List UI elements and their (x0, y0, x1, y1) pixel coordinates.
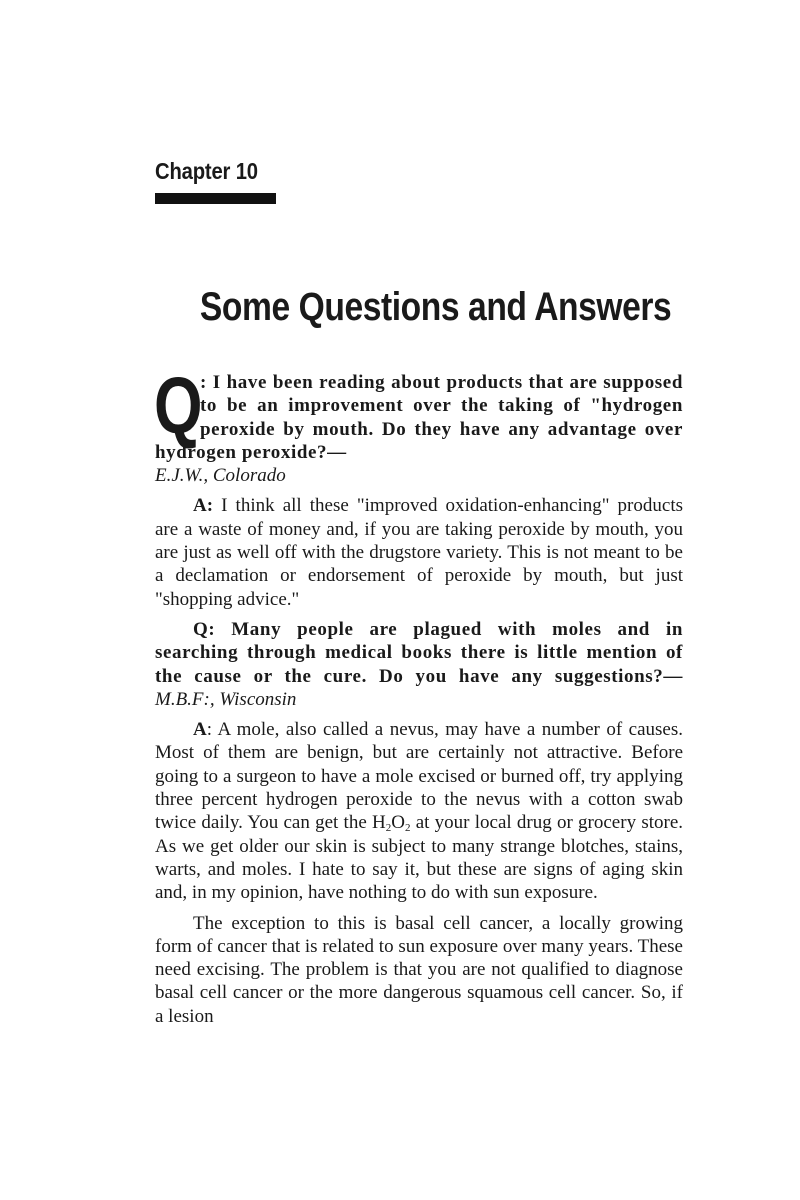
answer-2-text-after: at your local drug or grocery store. As we get older our skin is subject to many strange blotches, stains, warts, and moles. I hate to say it, but these are signs of aging skin and, in my opinion, have nothing to do with sun exposure. (155, 812, 683, 904)
answer-2-text-before: : A mole, also called a nevus, may have a number of causes. Most of them are benign, but are certainly not attractive. Before going to a surgeon to have a mole excised or burned off, try applying three percent hydrogen peroxide to the nevus with a cotton swab twice daily. You can get the (155, 719, 683, 834)
answer-2 (155, 718, 683, 904)
chapter-rule (155, 193, 276, 204)
formula-h: H (372, 812, 386, 834)
answer-1-label: A: (193, 495, 214, 517)
question-1 (154, 361, 683, 487)
paragraph-exception (155, 912, 683, 1028)
question-2-attribution: M.B.F:, Wisconsin (155, 688, 297, 710)
paragraph-exception-text: The exception to this is basal cell cancer, a locally growing form of cancer that is related to sun exposure over many years. These need excising. The problem is that you are not qualified to diagnose basal cell cancer or the more dangerous squamous cell cancer. So, if a lesion (155, 912, 683, 1027)
answer-1-text: I think all these "improved oxidation-enhancing" products are a waste of money and, if you are taking peroxide by mouth, you are just as well off with the drugstore variety. This is not meant to be a declamation or endorsement of peroxide by mouth, but just "shopping advice." (155, 495, 683, 610)
answer-1 (155, 494, 683, 610)
answer-2-label: A (193, 719, 207, 741)
chapter-title-text: Some Questions and Answers (199, 285, 672, 329)
question-2-text: Q: Many people are plagued with moles and in searching through medical books there is little mention of the cause or the cure. Do you have any suggestions?— (155, 618, 683, 687)
drop-cap: Q (154, 361, 203, 450)
formula-h2o2 (372, 812, 410, 833)
chapter-title (155, 285, 683, 330)
question-1-text: : I have been reading about products that are supposed to be an improvement over the taking of "hydrogen peroxide by mouth. Do they have any advantage over hydrogen peroxide?— (155, 372, 683, 463)
formula-sub-1: 2 (385, 822, 392, 835)
body-text (154, 361, 683, 1028)
formula-sub-2: 2 (404, 822, 411, 835)
formula-o: O (391, 812, 405, 834)
chapter-label: Chapter 10 (155, 158, 258, 184)
question-1-attribution: E.J.W., Colorado (155, 465, 286, 487)
book-page (155, 0, 683, 1200)
question-2 (155, 618, 683, 711)
